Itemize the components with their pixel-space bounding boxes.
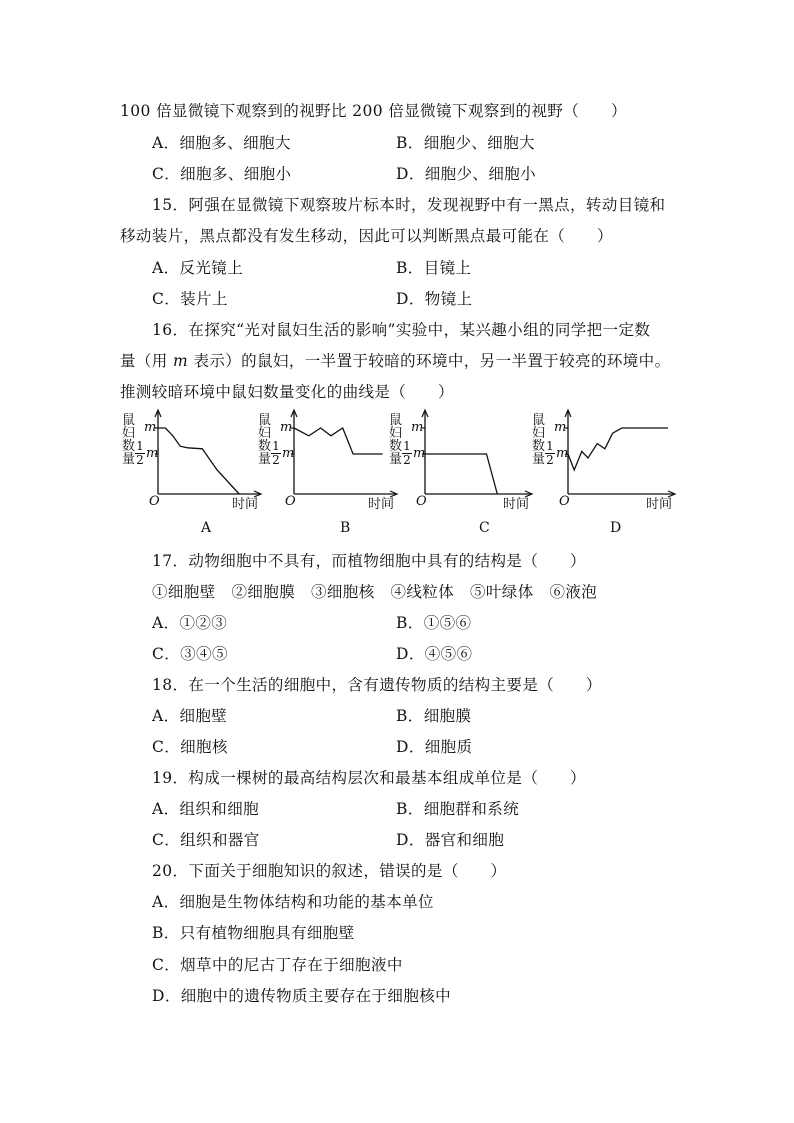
- q18-option-c[interactable]: C．细胞核: [152, 738, 228, 756]
- graph-b[interactable]: [254, 408, 404, 538]
- tick-label-half: [402, 440, 412, 466]
- q18-option-d[interactable]: D．细胞质: [396, 738, 473, 756]
- q17-option-c[interactable]: C．③④⑤: [152, 645, 228, 663]
- data-line-c: [425, 454, 497, 494]
- graph-letter-c: C: [479, 520, 490, 536]
- q19-option-c[interactable]: C．组织和器官: [152, 831, 260, 849]
- origin-label: O: [149, 494, 160, 509]
- y-axis-label: 鼠妇数量: [122, 413, 136, 467]
- y-axis-label: 鼠妇数量: [258, 413, 272, 467]
- q20-option-d[interactable]: D．细胞中的遗传物质主要存在于细胞核中: [152, 987, 452, 1005]
- tick-label-half-m: m: [282, 446, 295, 461]
- half-denominator: 2: [272, 453, 280, 467]
- x-axis-label: 时间: [646, 497, 673, 512]
- graph-letter-b: B: [340, 520, 351, 536]
- q15-stem-line2: 移动装片，黑点都没有发生移动，因此可以判断黑点最可能在（ ）: [120, 227, 613, 245]
- x-axis-label: 时间: [368, 497, 395, 512]
- q15-stem-line1: 15．阿强在显微镜下观察玻片标本时，发现视野中有一黑点，转动目镜和: [152, 196, 666, 214]
- q19-option-d[interactable]: D．器官和细胞: [396, 831, 505, 849]
- origin-label: O: [285, 494, 296, 509]
- half-numerator: 1: [546, 439, 554, 453]
- half-denominator: 2: [546, 453, 554, 467]
- tick-label-half: [135, 440, 145, 466]
- tick-label-m: m: [554, 420, 567, 435]
- y-axis-label: 鼠妇数量: [532, 413, 546, 467]
- q15-option-a[interactable]: A．反光镜上: [152, 259, 244, 277]
- tick-label-half-m: m: [146, 446, 159, 461]
- q16-stem-line2-b: 表示）的鼠妇，一半置于较暗的环境中，另一半置于较亮的环境中。: [188, 352, 671, 370]
- tick-label-half: [271, 440, 281, 466]
- q14-option-a[interactable]: A．细胞多、细胞大: [152, 134, 291, 152]
- q18-stem: 18．在一个生活的细胞中，含有遗传物质的结构主要是（ ）: [152, 676, 602, 694]
- q19-option-a[interactable]: A．组织和细胞: [152, 800, 259, 818]
- half-numerator: 1: [136, 439, 144, 453]
- half-denominator: 2: [403, 453, 411, 467]
- half-numerator: 1: [403, 439, 411, 453]
- tick-label-m: m: [411, 420, 424, 435]
- q16-stem-m: m: [173, 352, 189, 370]
- q14-option-c[interactable]: C．细胞多、细胞小: [152, 165, 292, 183]
- q19-stem: 19．构成一棵树的最高结构层次和最基本组成单位是（ ）: [152, 769, 586, 787]
- q15-option-b[interactable]: B．目镜上: [396, 259, 472, 277]
- tick-label-half: [545, 440, 555, 466]
- q17-items: ①细胞壁 ②细胞膜 ③细胞核 ④线粒体 ⑤叶绿体 ⑥液泡: [152, 583, 598, 601]
- q20-stem: 20．下面关于细胞知识的叙述，错误的是（ ）: [152, 862, 507, 880]
- graph-c[interactable]: [383, 408, 533, 538]
- data-line-b: [294, 428, 383, 454]
- graph-a[interactable]: [118, 408, 268, 538]
- q14-option-d[interactable]: D．细胞少、细胞小: [396, 165, 537, 183]
- tick-label-half-m: m: [556, 446, 569, 461]
- q17-option-a[interactable]: A．①②③: [152, 614, 228, 632]
- graph-letter-d: D: [610, 520, 622, 536]
- origin-label: O: [416, 494, 427, 509]
- q20-option-c[interactable]: C．烟草中的尼古丁存在于细胞液中: [152, 956, 403, 974]
- q15-option-c[interactable]: C．装片上: [152, 290, 228, 308]
- q17-option-b[interactable]: B．①⑤⑥: [396, 614, 472, 632]
- graph-letter-a: A: [201, 520, 212, 536]
- q16-stem-line2-a: 量（用: [120, 352, 174, 370]
- data-line-d: [568, 428, 668, 470]
- q18-option-a[interactable]: A．细胞壁: [152, 707, 228, 725]
- q16-stem-line3: 推测较暗环境中鼠妇数量变化的曲线是（ ）: [120, 383, 454, 401]
- origin-label: O: [559, 494, 570, 509]
- x-axis-label: 时间: [232, 497, 259, 512]
- q15-option-d[interactable]: D．物镜上: [396, 290, 473, 308]
- q16-stem-line1: 16．在探究“光对鼠妇生活的影响”实验中，某兴趣小组的同学把一定数: [152, 321, 651, 339]
- q17-option-d[interactable]: D．④⑤⑥: [396, 645, 473, 663]
- q18-option-b[interactable]: B．细胞膜: [396, 707, 472, 725]
- tick-label-m: m: [144, 420, 157, 435]
- half-numerator: 1: [272, 439, 280, 453]
- q17-stem: 17．动物细胞中不具有，而植物细胞中具有的结构是（ ）: [152, 552, 586, 570]
- q14-stem: 100 倍显微镜下观察到的视野比 200 倍显微镜下观察到的视野（ ）: [120, 102, 627, 120]
- x-axis-label: 时间: [503, 497, 530, 512]
- q20-option-b[interactable]: B．只有植物细胞具有细胞壁: [152, 924, 355, 942]
- tick-label-half-m: m: [413, 446, 426, 461]
- y-axis-label: 鼠妇数量: [389, 413, 403, 467]
- tick-label-m: m: [280, 420, 293, 435]
- q16-stem-line2: [120, 351, 670, 371]
- data-line-a: [158, 428, 239, 494]
- half-denominator: 2: [136, 453, 144, 467]
- q14-option-b[interactable]: B．细胞少、细胞大: [396, 134, 535, 152]
- q20-option-a[interactable]: A．细胞是生物体结构和功能的基本单位: [152, 893, 434, 911]
- q19-option-b[interactable]: B．细胞群和系统: [396, 800, 520, 818]
- graph-d[interactable]: [524, 408, 674, 538]
